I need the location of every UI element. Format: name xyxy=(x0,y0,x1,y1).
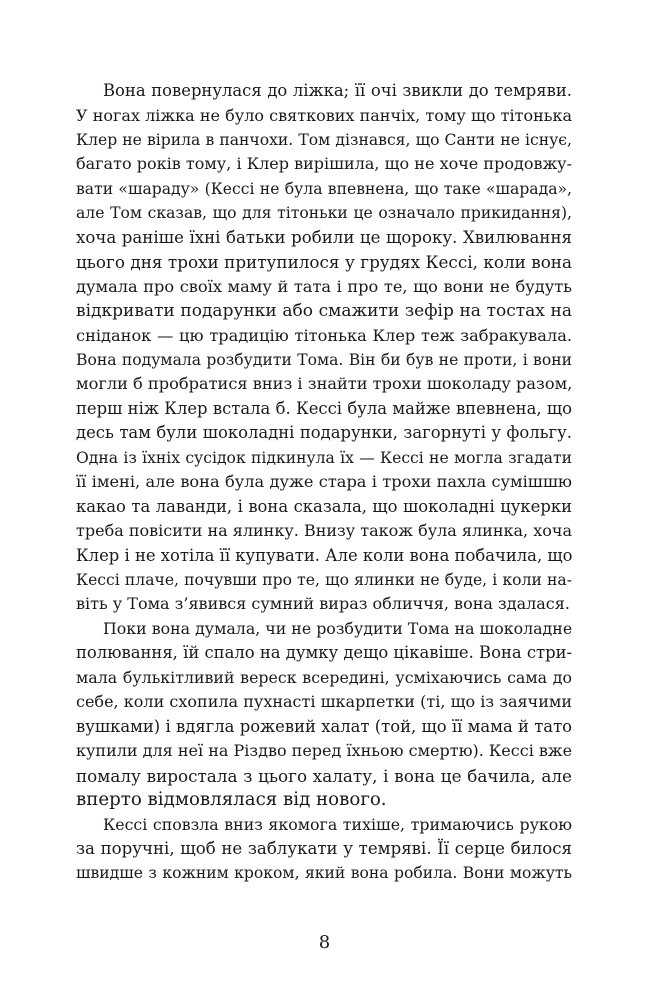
text-line: могли б пробратися вниз і знайти трохи шоколаду разом, xyxy=(76,374,573,394)
text-line: Одна із їхніх сусідок підкинула їх — Кессі не могла згадати xyxy=(76,448,572,467)
text-line: віть у Тома з’явився сумний вираз обличчя, вона здалася. xyxy=(76,594,570,614)
text-line: її імені, але вона була дуже стара і трохи пахла сумішшю xyxy=(76,472,572,492)
text-line: багато років тому, і Клер вирішила, що не хоче продовжу- xyxy=(76,154,572,174)
text-line: Кессі сповзла вниз якомога тихіше, тримаючись рукою xyxy=(103,814,572,834)
text-line: купили для неї на Різдво перед їхньою смертю). Кессі вже xyxy=(76,741,573,761)
page-number: 8 xyxy=(318,932,331,953)
text-line: сніданок — цю традицію тітонька Клер теж забракувала. xyxy=(76,325,572,345)
text-line: полювання, їй спало на думку дещо цікавіше. Вона стри- xyxy=(76,643,573,663)
text-line: хоча раніше їхні батьки робили це щороку. Хвилювання xyxy=(76,227,572,247)
text-line: думала про своїх маму й тата і про те, що вони не будуть xyxy=(76,276,572,296)
text-line: У ногах ліжка не було святкових панчіх, тому що тітонька xyxy=(76,105,572,125)
text-line: за поручні, щоб не заблукати у темряві. Її серце билося xyxy=(76,838,572,858)
text-line: треба повісити на ялинку. Внизу також була ялинка, хоча xyxy=(76,521,572,541)
text-line: Клер не вірила в панчохи. Том дізнався, що Санти не існує, xyxy=(76,130,572,149)
text-line: помалу виростала з цього халату, і вона це бачила, але xyxy=(76,765,572,786)
text-line: Вона повернулася до ліжка; її очі звикли до темряви. xyxy=(103,81,572,100)
text-line: вушками) і вдягла рожевий халат (той, що її мама й тато xyxy=(76,716,572,736)
text-line: Клер і не хотіла її купувати. Але коли вона побачила, що xyxy=(76,545,573,565)
text-line: але Том сказав, що для тітоньки це означало прикидання), xyxy=(76,204,572,223)
text-line: відкривати подарунки або смажити зефір на тостах на xyxy=(76,301,572,321)
text-line: какао та лаванди, і вона сказала, що шоколадні цукерки xyxy=(76,496,572,516)
text-line: перш ніж Клер встала б. Кессі була майже впевнена, що xyxy=(76,398,572,418)
text-line: себе, коли схопила пухнасті шкарпетки (ті, що із заячими xyxy=(76,692,572,712)
text-line: Вона подумала розбудити Тома. Він би був не проти, і вони xyxy=(76,350,572,369)
text-line: десь там були шоколадні подарунки, загорнуті у фольгу. xyxy=(76,423,572,443)
text-line: швидше з кожним кроком, який вона робила. Вони можуть xyxy=(76,864,572,883)
text-line: мала булькітливий вереск всередині, усміхаючись сама до xyxy=(76,667,572,687)
text-line: цього дня трохи притупилося у грудях Кессі, коли вона xyxy=(76,252,572,273)
text-line: вперто відмовлялася від нового. xyxy=(76,789,387,810)
text-line: Кессі плаче, почувши про те, що ялинки не буде, і коли на- xyxy=(76,571,572,589)
text-line: Поки вона думала, чи не розбудити Тома на шоколадне xyxy=(103,618,573,638)
text-line: вати «шараду» (Кессі не була впевнена, що таке «шарада», xyxy=(76,179,572,198)
